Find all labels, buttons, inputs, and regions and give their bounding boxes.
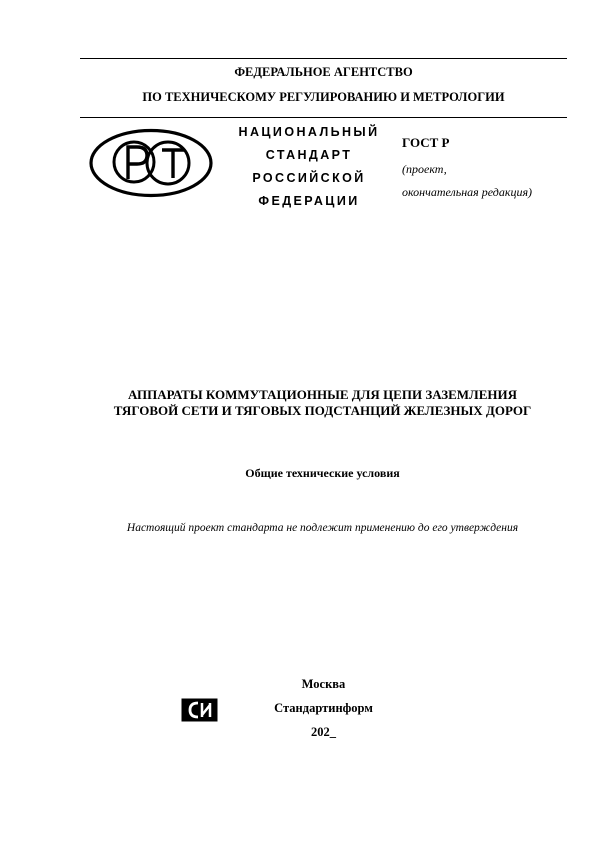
agency-line-1: ФЕДЕРАЛЬНОЕ АГЕНТСТВО xyxy=(234,65,413,79)
draft-warning: Настоящий проект стандарта не подлежит применению до его утверждения xyxy=(126,522,519,534)
gost-label: ГОСТ Р xyxy=(402,135,450,150)
publication-year: 202_ xyxy=(311,725,336,739)
national-line-2: СТАНДАРТ xyxy=(265,148,353,162)
document-title xyxy=(60,387,585,419)
title-line-2: ТЯГОВОЙ СЕТИ И ТЯГОВЫХ ПОДСТАНЦИЙ ЖЕЛЕЗНЫХ ДОРОГ xyxy=(113,403,532,418)
draft-note xyxy=(402,158,532,204)
national-line-1: НАЦИОНАЛЬНЫЙ xyxy=(238,125,380,139)
rst-logo-icon xyxy=(88,128,214,198)
publisher-name: Стандартинформ xyxy=(274,701,373,715)
agency-line-2: ПО ТЕХНИЧЕСКОМУ РЕГУЛИРОВАНИЮ И МЕТРОЛОГИИ xyxy=(142,90,505,104)
title-line-1: АППАРАТЫ КОММУТАЦИОННЫЕ ДЛЯ ЦЕПИ ЗАЗЕМЛЕНИЯ xyxy=(127,387,518,402)
publisher-city: Москва xyxy=(301,677,346,691)
draft-note-line-2: окончательная редакция) xyxy=(402,185,533,199)
top-rule xyxy=(80,58,567,59)
agency-header xyxy=(80,60,567,110)
national-standard-block xyxy=(218,121,400,213)
national-line-4: ФЕДЕРАЦИИ xyxy=(258,194,360,208)
draft-note-line-1: (проект, xyxy=(402,162,447,176)
national-line-3: РОССИЙСКОЙ xyxy=(252,171,366,185)
header-rule xyxy=(80,117,567,118)
document-subtitle: Общие технические условия xyxy=(245,466,400,480)
